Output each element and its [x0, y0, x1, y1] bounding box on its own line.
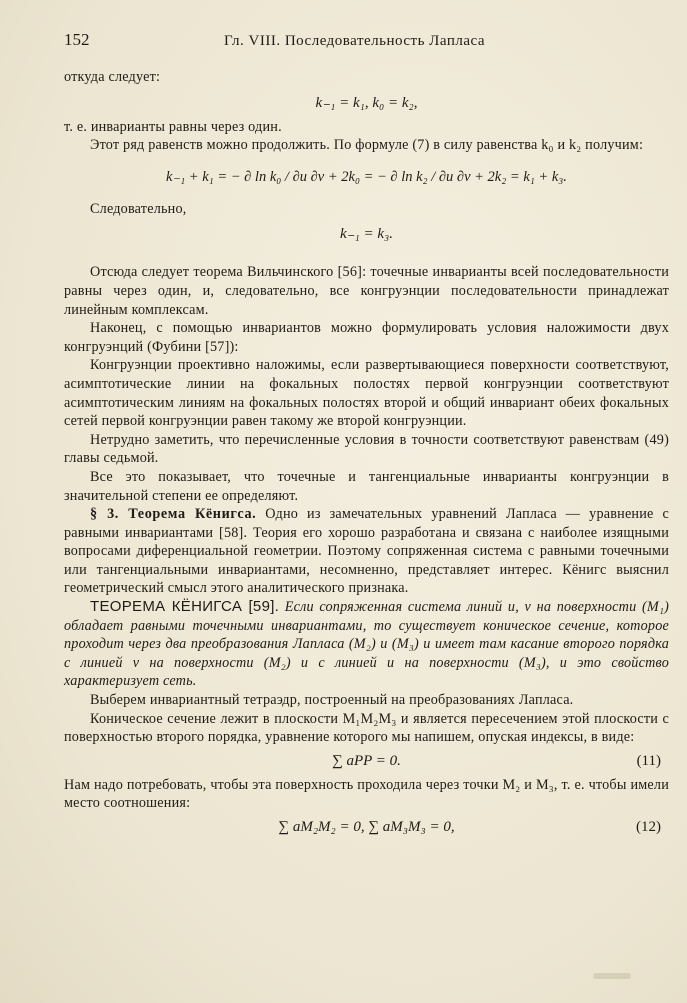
- theorem-paragraph: [64, 598, 669, 691]
- paragraph: Конгруэнции проективно наложимы, если развертывающиеся поверхности соответствуют, асимптотические линии на фокальных полостях первой конгруэнции соответствуют асимптотическим линиям на фокальных полостях второй и общий инвариант обеих фокальных сетей первой конгруэнции равен такому же второй конгруэнции.: [64, 357, 669, 430]
- formula: ∑ aM₂M₂ = 0, ∑ aM₃M₃ = 0,: [278, 819, 455, 835]
- paper-smudge: [593, 973, 631, 979]
- numbered-formula: [64, 753, 669, 770]
- page-number: 152: [64, 30, 90, 49]
- numbered-formula: [64, 819, 669, 836]
- page-header: [64, 30, 669, 50]
- paragraph: Все это показывает, что точечные и тангенциальные инварианты конгруэнции в значительной степени ее определяют.: [64, 468, 669, 504]
- paragraph: Нетрудно заметить, что перечисленные условия в точности соответствуют равенствам (49) главы седьмой.: [64, 431, 669, 467]
- running-title: Гл. VIII. Последовательность Лапласа: [224, 33, 485, 49]
- section-title: § 3. Теорема Кёнигса.: [90, 506, 257, 523]
- paragraph: откуда следует:: [64, 69, 161, 85]
- paragraph: Коническое сечение лежит в плоскости M₁M₂M₃ и является пересечением этой плоскости с поверхностью второго порядка, уравнение которого мы напишем, опуская индексы, в виде:: [64, 710, 669, 746]
- formula: k₋₁ + k₁ = − ∂ ln k₀ / ∂u ∂v + 2k₀ = − ∂ ln k₂ / ∂u ∂v + 2k₂ = k₁ + k₃.: [166, 168, 567, 185]
- paragraph: Нам надо потребовать, чтобы эта поверхность проходила через точки M₂ и M₃, т. е. чтобы имели место соотношения:: [64, 776, 669, 812]
- formula: ∑ aPP = 0.: [332, 752, 401, 769]
- theorem-statement: Если сопряженная система линий u, v на поверхности (M₁) обладает равными точечными инвариантами, то существует коническое сечение, которое проходит через два преобразования Лапласа (M₂) и (M₃) и имеет там касание второго порядка с линией v на поверхности (M₂) и с линией u на поверхности (M₃), и это свойство характеризует сеть.: [64, 599, 669, 690]
- section-paragraph: [64, 505, 669, 598]
- formula: k₋₁ = k₁, k₀ = k₂,: [315, 94, 418, 111]
- paragraph: т. е. инварианты равны через один.: [64, 118, 282, 135]
- formula: k₋₁ = k₃.: [339, 226, 394, 243]
- section-text: Одно из замечательных уравнений Лапласа — уравнение с равными инвариантами [58]. Теория его хорошо разработана и связана с наиболее изящными вопросами диференциальной геометрии. Поэтому сопряженная система с равными точечными или тангенциальными инвариантами, несомненно, представляет интерес. Кёнигс выяснил геометрический смысл этого аналитического признака.: [64, 506, 669, 597]
- equation-number: (12): [636, 819, 661, 835]
- equation-number: (11): [636, 752, 661, 769]
- paragraph: Выберем инвариантный тетраэдр, построенный на преобразованиях Лапласа.: [90, 692, 574, 709]
- paragraph: Отсюда следует теорема Вильчинского [56]: точечные инварианты всей последовательности равны через один, и, следовательно, все конгруэнции последовательности принадлежат линейным комплексам.: [64, 264, 669, 318]
- paragraph: Следовательно,: [90, 200, 187, 217]
- paragraph: Этот ряд равенств можно продолжить. По формуле (7) в силу равенства k₀ и k₂ получим:: [90, 137, 644, 154]
- theorem-title: ТЕОРЕМА КЁНИГСА [59].: [90, 598, 280, 616]
- paragraph: Наконец, с помощью инвариантов можно формулировать условия наложимости двух конгруэнций (Фубини [57]):: [64, 320, 669, 355]
